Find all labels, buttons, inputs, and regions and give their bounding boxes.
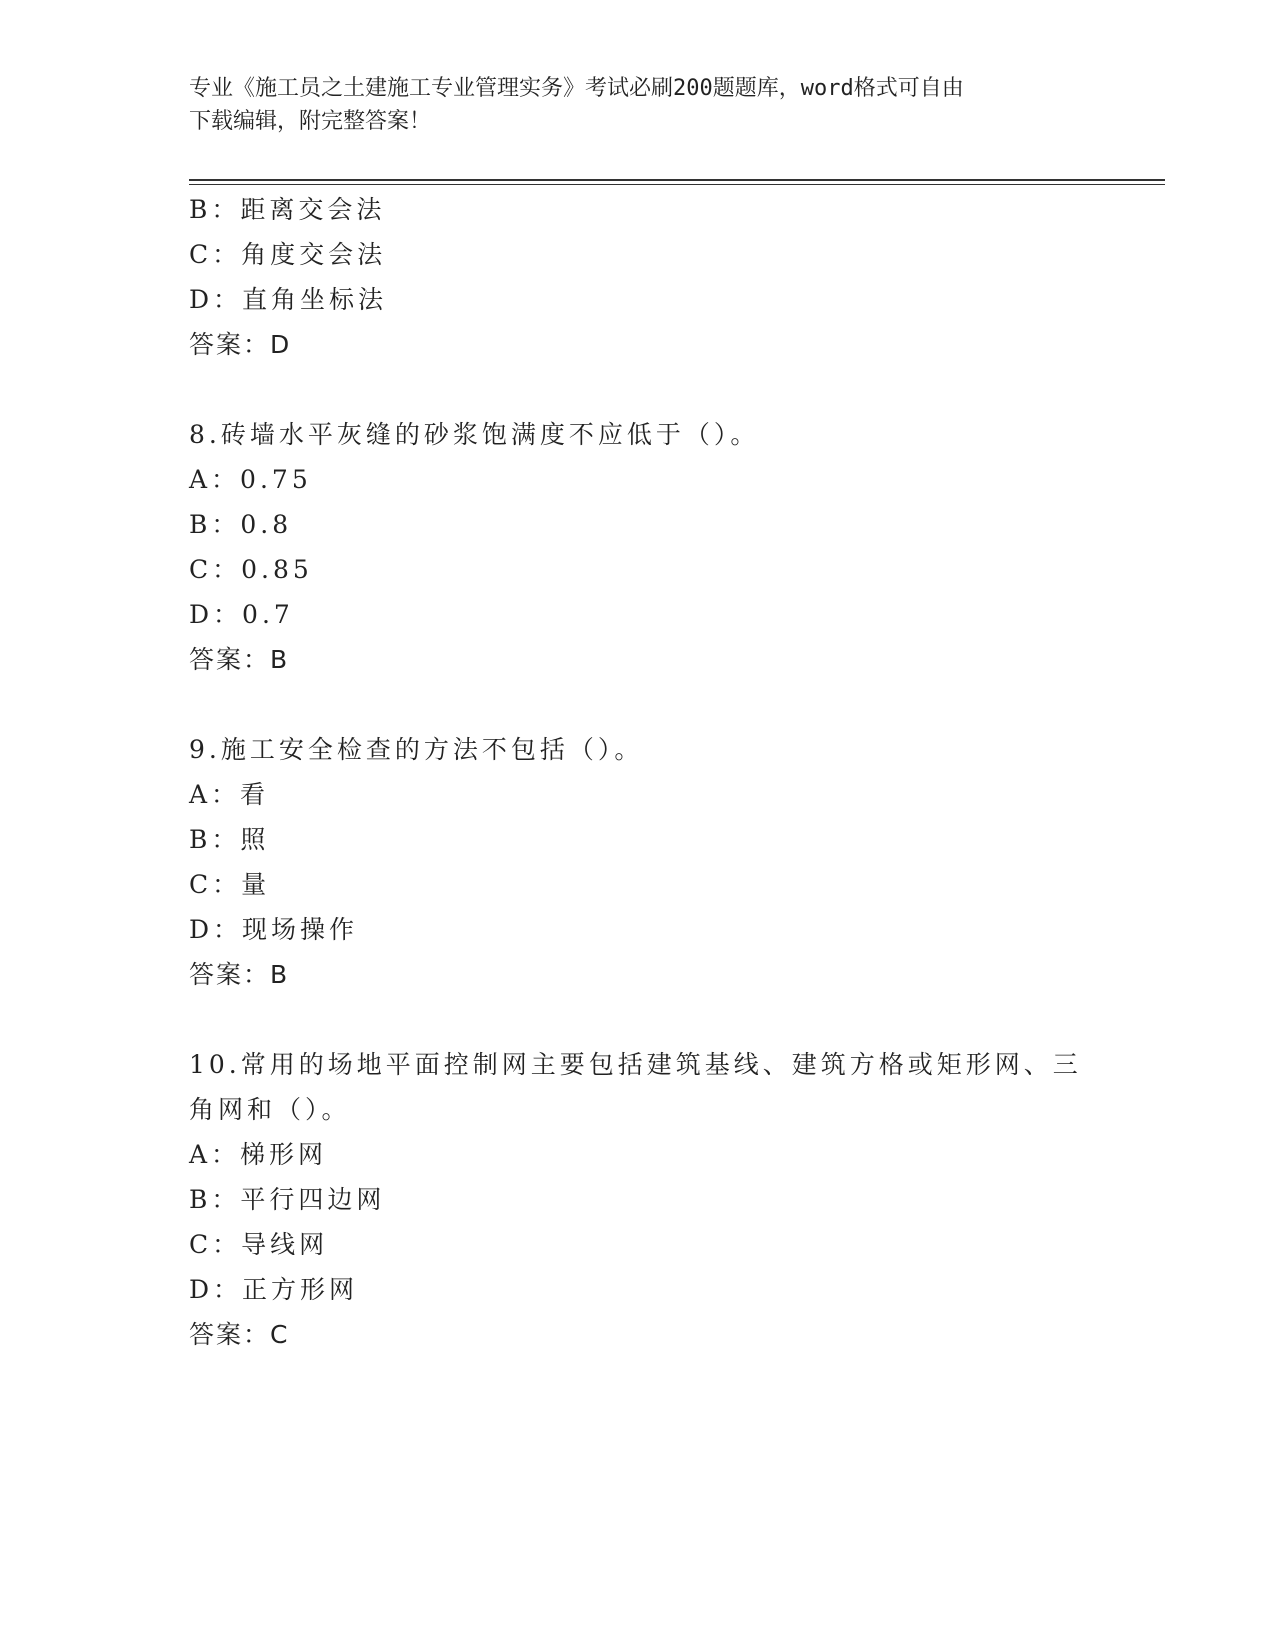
option-b: B：照 bbox=[189, 825, 270, 854]
option-a: A：看 bbox=[189, 780, 270, 809]
option-d: D：现场操作 bbox=[189, 915, 359, 944]
header-line-1: 专业《施工员之土建施工专业管理实务》考试必刷200题题库，word格式可自由 bbox=[189, 76, 964, 101]
answer: 答案：B bbox=[189, 960, 290, 989]
answer: 答案：C bbox=[189, 1320, 290, 1349]
header-divider-thick bbox=[189, 179, 1165, 181]
option-d: D：0.7 bbox=[189, 600, 294, 629]
option-c: C：角度交会法 bbox=[189, 240, 387, 269]
option-c: C：0.85 bbox=[189, 555, 313, 584]
option-c: C：量 bbox=[189, 870, 271, 899]
header-line-2: 下载编辑，附完整答案！ bbox=[189, 109, 432, 134]
question-stem: 8.砖墙水平灰缝的砂浆饱满度不应低于（）。 bbox=[189, 420, 760, 449]
option-d: D：直角坐标法 bbox=[189, 285, 388, 314]
option-a: A：0.75 bbox=[189, 465, 312, 494]
answer: 答案：D bbox=[189, 330, 292, 359]
option-a: A：梯形网 bbox=[189, 1140, 328, 1169]
option-c: C：导线网 bbox=[189, 1230, 329, 1259]
option-d: D：正方形网 bbox=[189, 1275, 359, 1304]
option-b: B：0.8 bbox=[189, 510, 293, 539]
option-b: B：距离交会法 bbox=[189, 195, 386, 224]
question-stem: 9.施工安全检查的方法不包括（）。 bbox=[189, 735, 644, 764]
document-header bbox=[189, 72, 1089, 138]
answer: 答案：B bbox=[189, 645, 290, 674]
question-stem-line-1: 10.常用的场地平面控制网主要包括建筑基线、建筑方格或矩形网、三 bbox=[189, 1050, 1082, 1079]
question-stem-line-2: 角网和（）。 bbox=[189, 1095, 351, 1124]
option-b: B：平行四边网 bbox=[189, 1185, 386, 1214]
header-divider-thin bbox=[189, 184, 1165, 185]
